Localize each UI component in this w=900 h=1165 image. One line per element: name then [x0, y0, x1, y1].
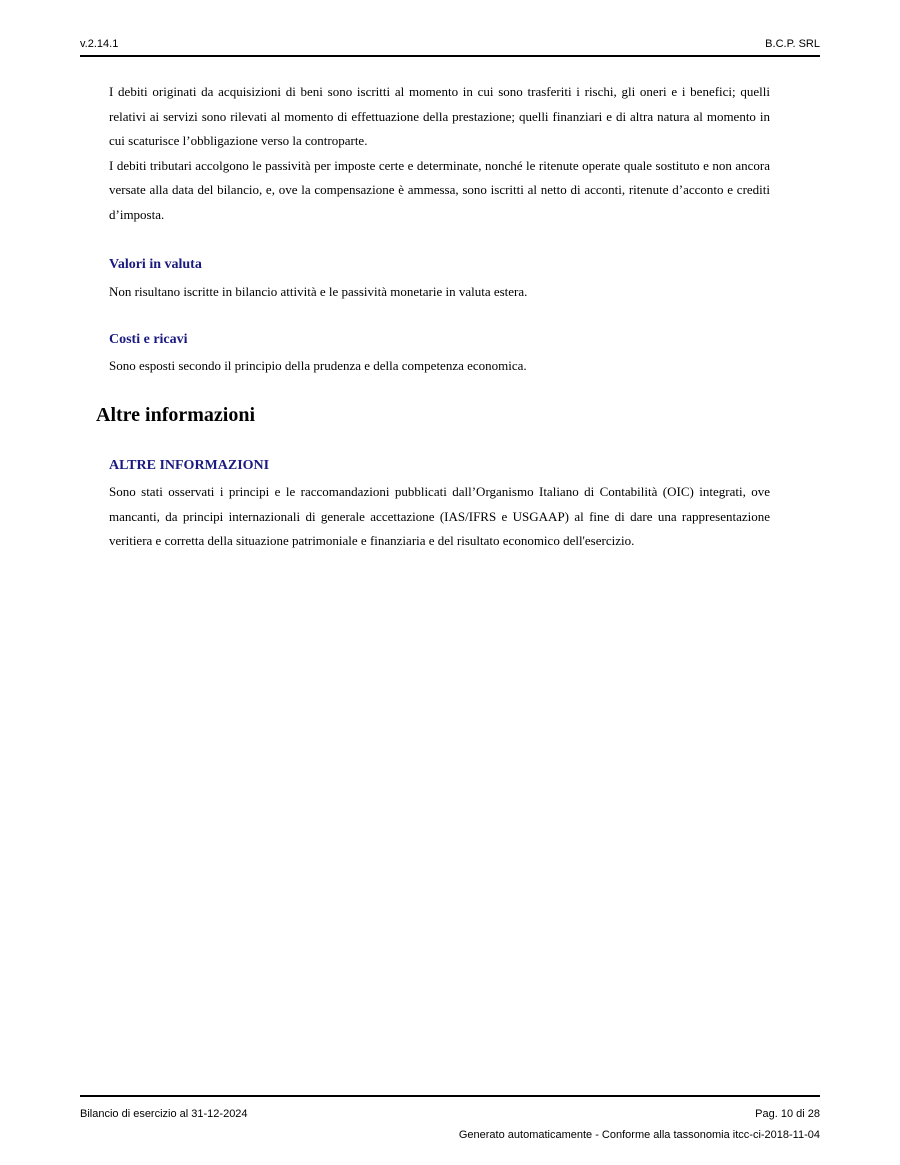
costi-heading: Costi e ricavi [109, 332, 188, 347]
page-footer [80, 1095, 820, 1141]
valori-heading: Valori in valuta [109, 257, 202, 272]
generated-note: Generato automaticamente - Conforme alla tassonomia itcc-ci-2018-11-04 [458, 1129, 820, 1141]
section-title-altre: Altre informazioni [96, 404, 256, 426]
company-name: B.C.P. SRL [765, 38, 820, 50]
document-title: Bilancio di esercizio al 31-12-2024 [80, 1108, 248, 1120]
valori-text: Non risultano iscritte in bilancio attività e le passività monetarie in valuta estera. [109, 284, 528, 299]
debiti-paragraph-1: I debiti originati da acquisizioni di beni sono iscritti al momento in cui sono trasferiti i rischi, gli oneri e i benefici; quelli relativi ai servizi sono rilevati al momento di effettuazione della prestazione; quelli finanziari e di altra natura al momento in cui scaturisce l’obbligazione verso la controparte. [109, 84, 770, 148]
debiti-section [109, 80, 770, 227]
page-number: Pag. 10 di 28 [755, 1108, 820, 1120]
altre-text: Sono stati osservati i principi e le raccomandazioni pubblicati dall’Organismo Italiano di Contabilità (OIC) integrati, ove mancanti, da principi internazionali di generale accettazione (IAS/IFRS e USGAAP) al fine di dare una rappresentazione veritiera e corretta della situazione patrimoniale e finanziaria e del risultato economico dell'esercizio. [109, 484, 770, 548]
page-header [80, 37, 820, 57]
debiti-paragraph-2: I debiti tributari accolgono le passività per imposte certe e determinate, nonché le ritenute operate quale sostituto e non ancora versate alla data del bilancio, e, ove la compensazione è ammessa, sono iscritti al netto di acconti, ritenute d’acconto e crediti d’imposta. [109, 157, 770, 222]
version-label: v.2.14.1 [80, 38, 119, 50]
costi-text: Sono esposti secondo il principio della prudenza e della competenza economica. [109, 358, 527, 373]
altre-heading: ALTRE INFORMAZIONI [109, 458, 270, 473]
